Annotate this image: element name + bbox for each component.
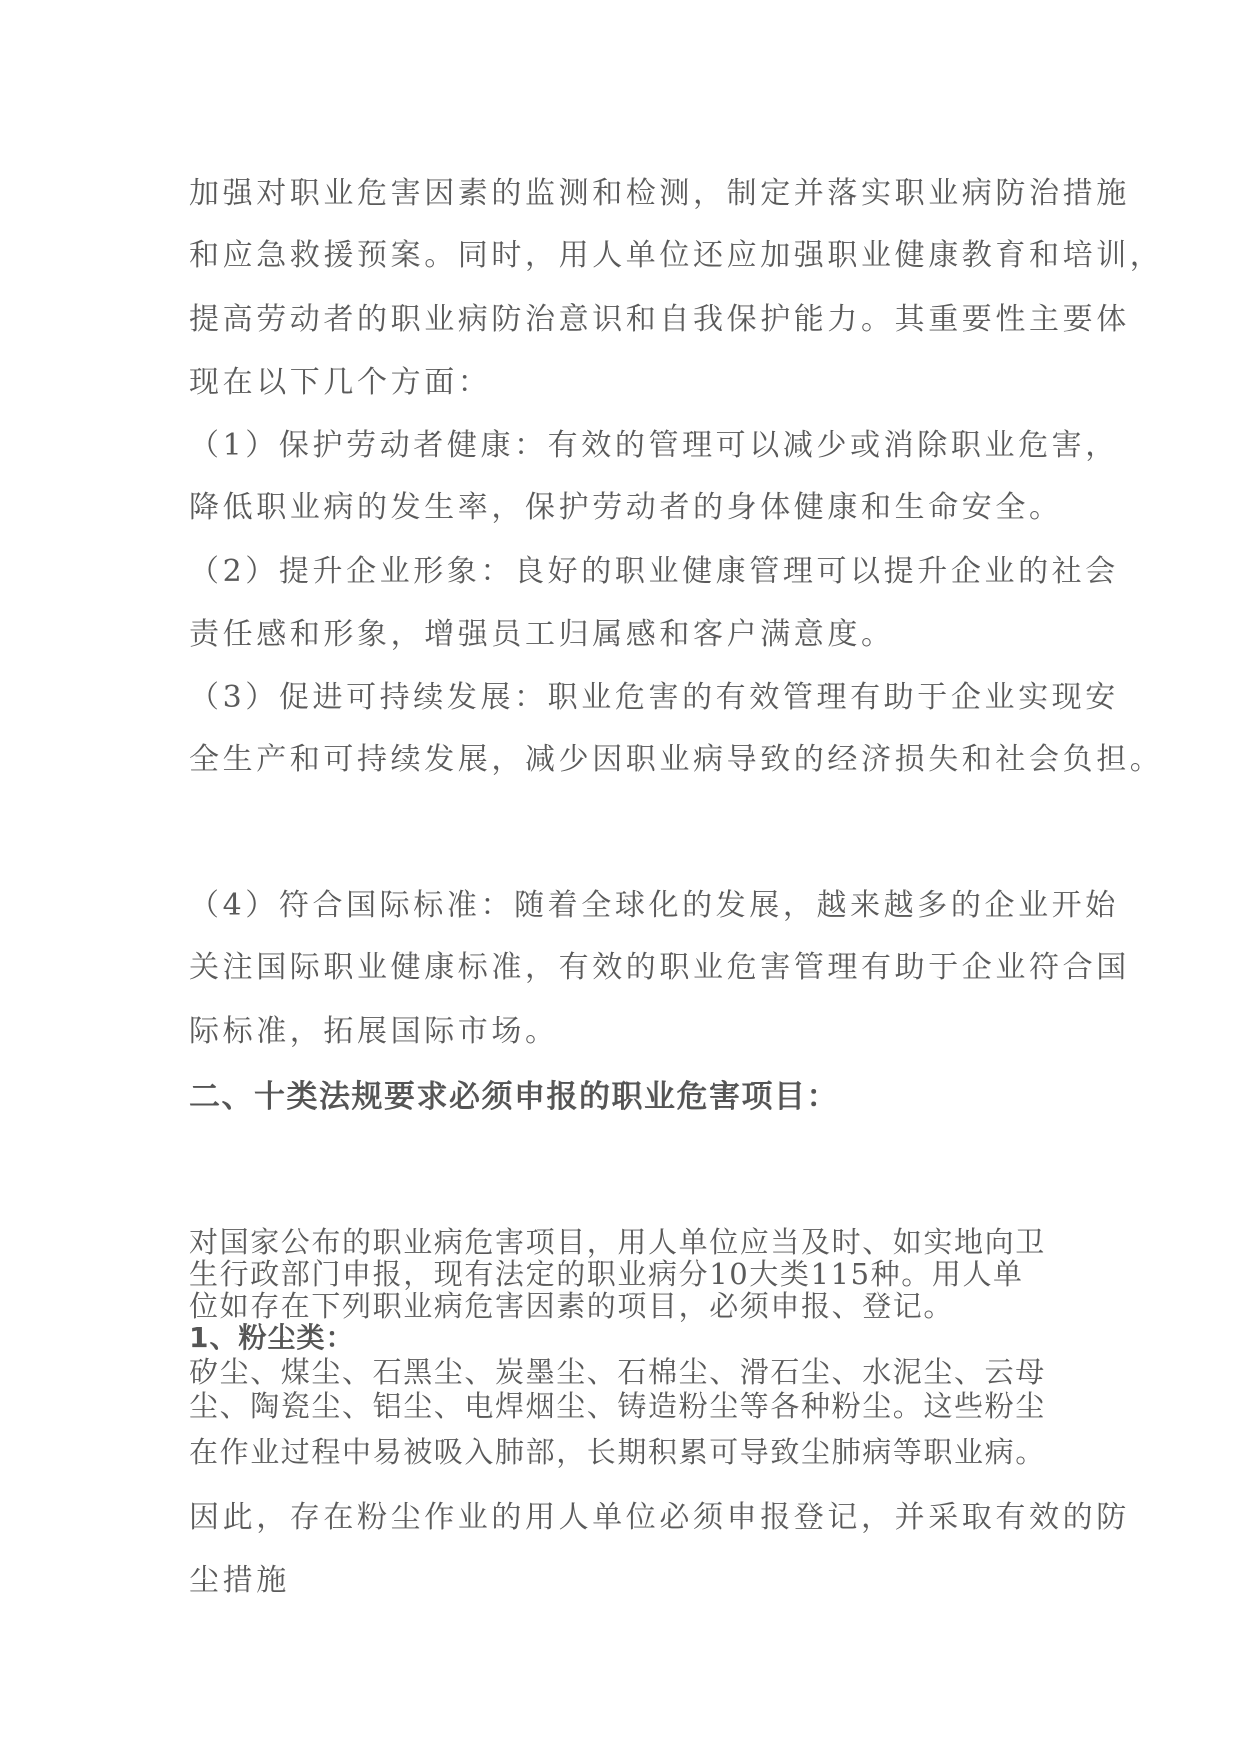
intro-line: 生行政部门申报，现有法定的职业病分10大类115种。用人单 — [189, 1257, 1024, 1291]
item-line: 尘、陶瓷尘、铝尘、电焊烟尘、铸造粉尘等各种粉尘。这些粉尘 — [189, 1389, 1046, 1423]
list-item-line: 际标准，拓展国际市场。 — [189, 1014, 559, 1049]
intro-line: 对国家公布的职业病危害项目，用人单位应当及时、如实地向卫 — [189, 1225, 1046, 1259]
item-line: 尘措施 — [189, 1563, 290, 1598]
list-item-line: （2）提升企业形象：良好的职业健康管理可以提升企业的社会 — [189, 554, 1119, 589]
intro-line: 位如存在下列职业病危害因素的项目，必须申报、登记。 — [189, 1289, 955, 1323]
list-item-line: （4）符合国际标准：随着全球化的发展，越来越多的企业开始 — [189, 888, 1119, 923]
list-item-line: 降低职业病的发生率，保护劳动者的身体健康和生命安全。 — [189, 490, 1063, 525]
list-item-line: 关注国际职业健康标准，有效的职业危害管理有助于企业符合国 — [189, 950, 1130, 985]
item-line: 矽尘、煤尘、石黑尘、炭墨尘、石棉尘、滑石尘、水泥尘、云母 — [189, 1355, 1046, 1389]
item-line: 在作业过程中易被吸入肺部，长期积累可导致尘肺病等职业病。 — [189, 1435, 1046, 1469]
list-item-line: （1）保护劳动者健康：有效的管理可以减少或消除职业危害， — [189, 428, 1119, 463]
paragraph-line: 加强对职业危害因素的监测和检测，制定并落实职业病防治措施 — [189, 176, 1130, 211]
paragraph-line: 现在以下几个方面： — [189, 365, 492, 400]
list-item-line: （3）促进可持续发展：职业危害的有效管理有助于企业实现安 — [189, 680, 1119, 715]
item-title: 1、粉尘类： — [189, 1321, 355, 1354]
list-item-line: 全生产和可持续发展，减少因职业病导致的经济损失和社会负担。 — [189, 742, 1164, 777]
section-heading: 二、十类法规要求必须申报的职业危害项目： — [189, 1079, 839, 1115]
paragraph-line: 和应急救援预案。同时，用人单位还应加强职业健康教育和培训， — [189, 238, 1164, 273]
paragraph-line: 提高劳动者的职业病防治意识和自我保护能力。其重要性主要体 — [189, 302, 1130, 337]
list-item-line: 责任感和形象，增强员工归属感和客户满意度。 — [189, 617, 895, 652]
item-line: 因此，存在粉尘作业的用人单位必须申报登记，并采取有效的防 — [189, 1500, 1130, 1535]
